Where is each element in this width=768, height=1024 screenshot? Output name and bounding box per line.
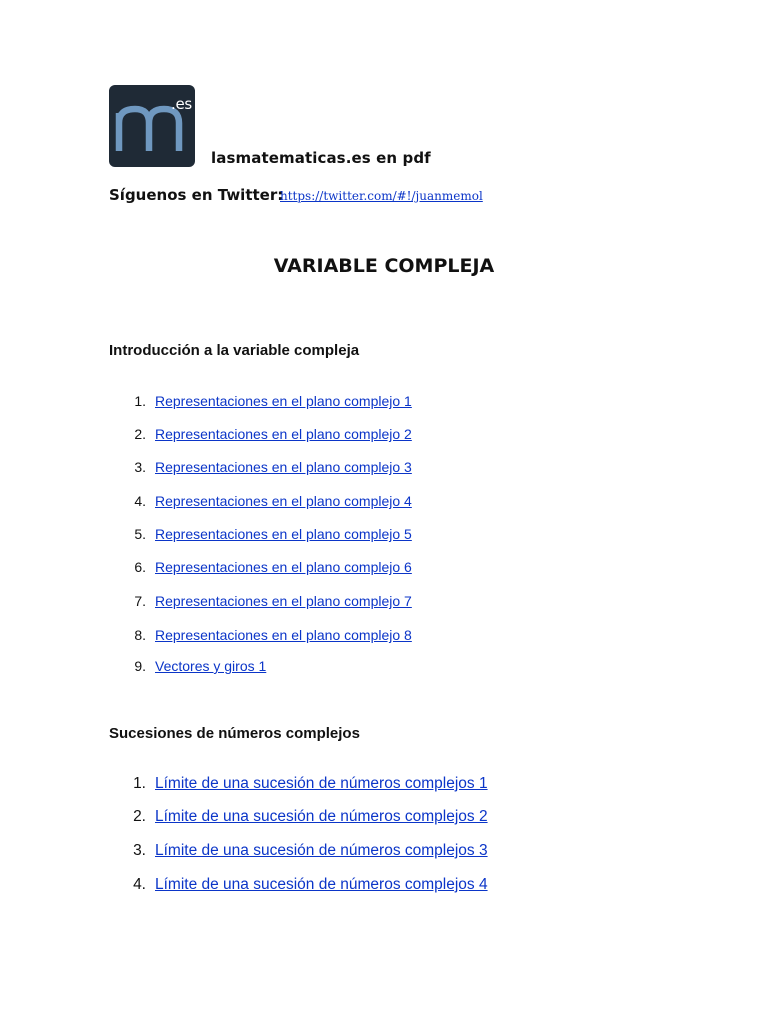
list-item-link[interactable]: Límite de una sucesión de números complejos 3 <box>155 842 488 859</box>
list-item <box>109 593 709 609</box>
list-item-number: 6. <box>134 559 146 575</box>
twitter-link[interactable]: https://twitter.com/#!/juanmemol <box>280 189 483 203</box>
list-item-number: 8. <box>134 627 146 643</box>
list-item <box>109 627 709 643</box>
list-item-number: 4. <box>134 493 146 509</box>
list-item <box>109 493 709 509</box>
list-item-number: 3. <box>134 459 146 475</box>
list-item-number: 7. <box>134 593 146 609</box>
list-item-number: 4. <box>133 876 146 893</box>
logo-suffix: .es <box>171 95 192 113</box>
list-item-number: 2. <box>134 426 146 442</box>
list-item-link[interactable]: Límite de una sucesión de números complejos 1 <box>155 775 488 792</box>
list-item-link[interactable]: Representaciones en el plano complejo 4 <box>155 493 412 509</box>
list-item <box>109 459 709 475</box>
section-heading-sucesiones: Sucesiones de números complejos <box>109 725 360 742</box>
list-item-number: 5. <box>134 526 146 542</box>
list-item-number: 2. <box>133 808 146 825</box>
list-item-link[interactable]: Representaciones en el plano complejo 1 <box>155 393 412 409</box>
page-title: VARIABLE COMPLEJA <box>273 255 495 277</box>
site-title: lasmatematicas.es en pdf <box>211 149 431 167</box>
site-logo <box>109 85 195 167</box>
list-item-number: 3. <box>133 842 146 859</box>
twitter-label: Síguenos en Twitter: <box>109 186 284 204</box>
section-heading-introduccion: Introducción a la variable compleja <box>109 342 360 359</box>
list-item-link[interactable]: Límite de una sucesión de números complejos 2 <box>155 808 488 825</box>
list-item-link[interactable]: Representaciones en el plano complejo 6 <box>155 559 412 575</box>
list-item-link[interactable]: Representaciones en el plano complejo 3 <box>155 459 412 475</box>
list-item-link[interactable]: Representaciones en el plano complejo 5 <box>155 526 412 542</box>
list-item-link[interactable]: Representaciones en el plano complejo 8 <box>155 627 412 643</box>
list-item-number: 9. <box>134 658 146 674</box>
list-item <box>109 775 709 793</box>
list-item <box>109 876 709 894</box>
list-item <box>109 426 709 442</box>
list-item <box>109 658 709 674</box>
list-item <box>109 842 709 860</box>
list-item-link[interactable]: Vectores y giros 1 <box>155 658 267 674</box>
list-item-link[interactable]: Representaciones en el plano complejo 7 <box>155 593 412 609</box>
list-item-link[interactable]: Límite de una sucesión de números complejos 4 <box>155 876 488 893</box>
list-item <box>109 526 709 542</box>
list-item-number: 1. <box>133 775 146 792</box>
list-item <box>109 393 709 409</box>
list-item-link[interactable]: Representaciones en el plano complejo 2 <box>155 426 412 442</box>
list-item <box>109 559 709 575</box>
list-item-number: 1. <box>134 393 146 409</box>
list-item <box>109 808 709 826</box>
